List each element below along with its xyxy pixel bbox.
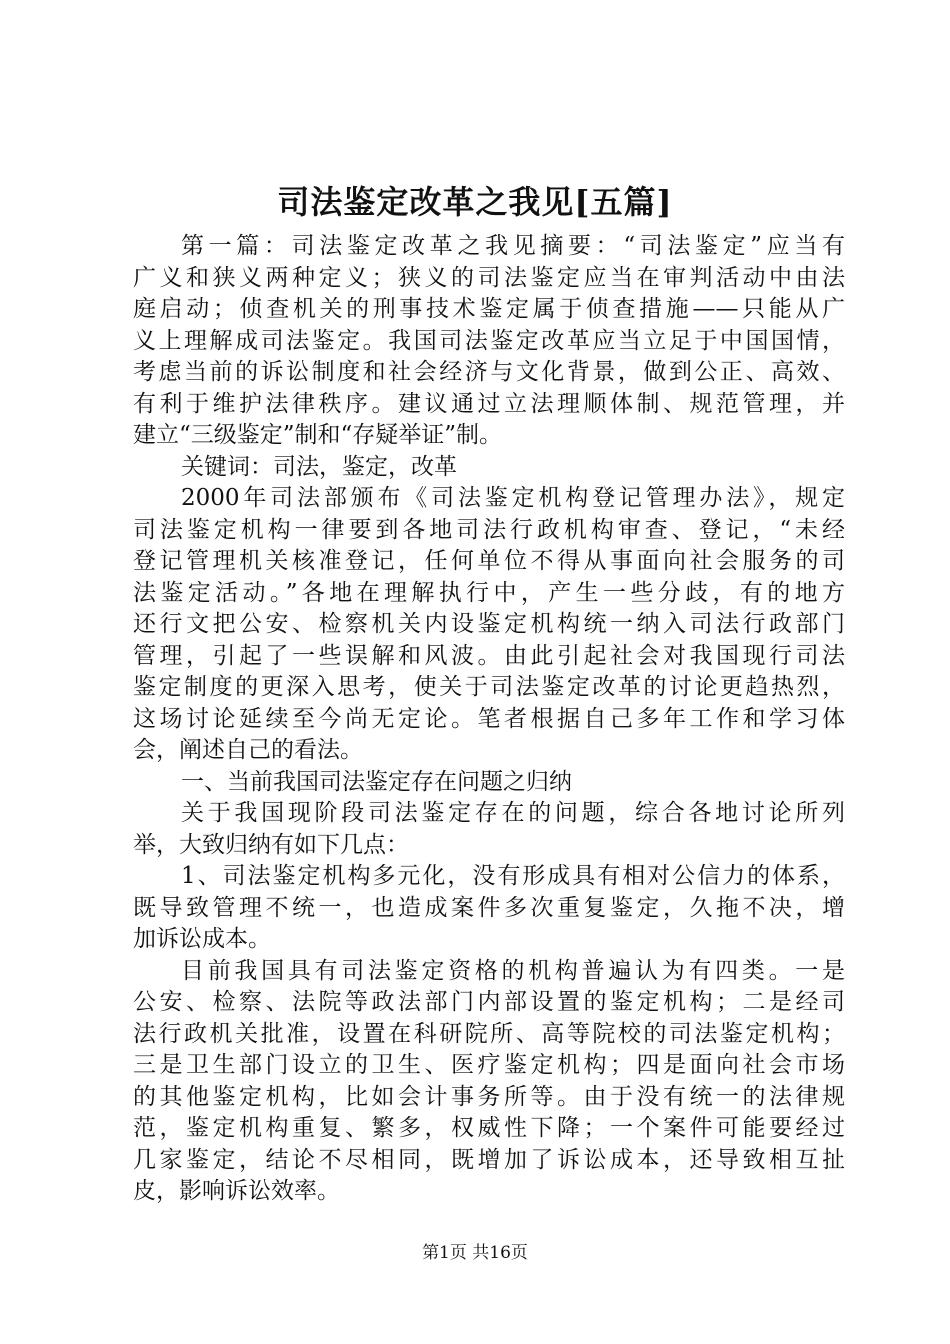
- body-text-line: 鉴定制度的更深入思考，使关于司法鉴定改革的讨论更趋热烈，: [133, 674, 845, 700]
- body-text-line: 义上理解成司法鉴定。我国司法鉴定改革应当立足于中国国情，: [133, 327, 845, 354]
- body-text-line: 管理，引起了一些误解和风波。由此引起社会对我国现行司法: [133, 642, 845, 669]
- body-text-line: 广义和狭义两种定义；狭义的司法鉴定应当在审判活动中由法: [133, 264, 845, 291]
- body-text-line: 的其他鉴定机构，比如会计事务所等。由于没有统一的法律规: [133, 1083, 845, 1110]
- body-text-line: 关于我国现阶段司法鉴定存在的问题，综合各地讨论所列: [181, 800, 845, 826]
- body-text-line: 建立“三级鉴定”制和“存疑举证”制。: [133, 422, 503, 448]
- body-text-line: 皮，影响诉讼效率。: [133, 1178, 340, 1204]
- body-text-line: 2000年司法部颁布《司法鉴定机构登记管理办法》，规定: [181, 485, 845, 511]
- body-text-line: 范，鉴定机构重复、繁多，权威性下降；一个案件可能要经过: [133, 1115, 845, 1141]
- body-text-line: 有利于维护法律秩序。建议通过立法理顺体制、规范管理，并: [133, 390, 845, 417]
- body-text-line: 庭启动；侦查机关的刑事技术鉴定属于侦查措施——只能从广: [133, 296, 845, 322]
- body-text-line: 举，大致归纳有如下几点：: [133, 831, 409, 858]
- body-text-line: 三是卫生部门设立的卫生、医疗鉴定机构；四是面向社会市场: [133, 1052, 845, 1078]
- body-text-line: 还行文把公安、检察机关内设鉴定机构统一纳入司法行政部门: [133, 611, 845, 637]
- body-text-line: 法行政机关批准，设置在科研院所、高等院校的司法鉴定机构；: [133, 1020, 845, 1047]
- body-text-line: 登记管理机关核准登记，任何单位不得从事面向社会服务的司: [133, 548, 845, 574]
- body-text-line: 考虑当前的诉讼制度和社会经济与文化背景，做到公正、高效、: [133, 359, 845, 385]
- body-text-line: 关键词：司法，鉴定，改革: [181, 453, 457, 480]
- body-text-line: 1、司法鉴定机构多元化，没有形成具有相对公信力的体系，: [181, 863, 845, 889]
- body-text-line: 目前我国具有司法鉴定资格的机构普遍认为有四类。一是: [181, 957, 845, 984]
- document-title: 司法鉴定改革之我见[五篇]: [277, 183, 673, 221]
- document-body: [133, 231, 845, 1208]
- body-text-line: 司法鉴定机构一律要到各地司法行政机构审查、登记，“未经: [133, 516, 845, 543]
- body-text-line: 一、当前我国司法鉴定存在问题之归纳: [181, 768, 572, 795]
- body-text-line: 公安、检察、法院等政法部门内部设置的鉴定机构；二是经司: [133, 989, 845, 1015]
- body-text-line: 这场讨论延续至今尚无定论。笔者根据自己多年工作和学习体: [133, 705, 845, 732]
- body-text-line: 几家鉴定，结论不尽相同，既增加了诉讼成本，还导致相互扯: [133, 1146, 845, 1173]
- body-text-line: 第一篇：司法鉴定改革之我见摘要：“司法鉴定”应当有: [181, 233, 845, 259]
- body-text-line: 会，阐述自己的看法。: [133, 737, 363, 763]
- body-text-line: 法鉴定活动。”各地在理解执行中，产生一些分歧，有的地方: [133, 579, 845, 606]
- page-footer: 第1页 共16页: [422, 1243, 528, 1263]
- body-text-line: 加诉讼成本。: [133, 926, 271, 952]
- body-text-line: 既导致管理不统一，也造成案件多次重复鉴定，久拖不决，增: [133, 894, 845, 921]
